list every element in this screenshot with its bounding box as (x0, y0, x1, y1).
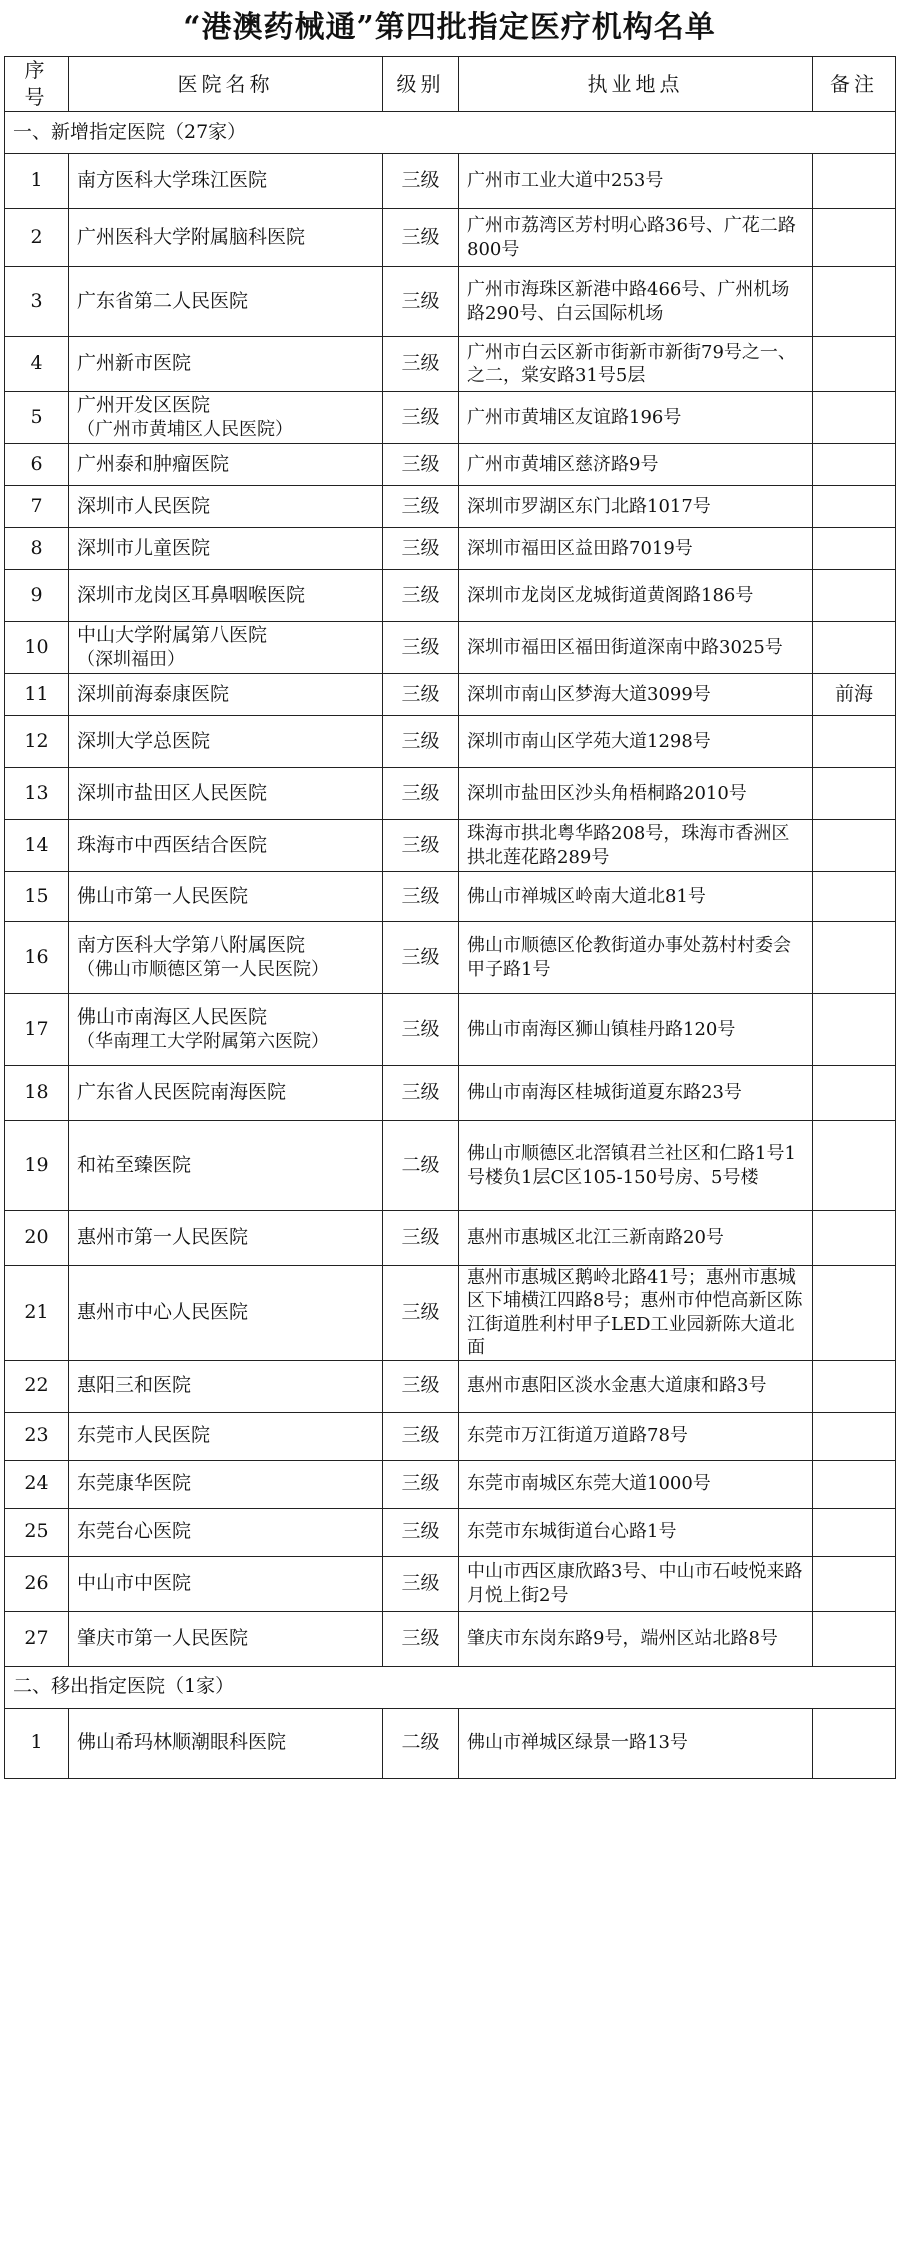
hospital-name-text: 佛山市第一人民医院 (77, 884, 249, 907)
hospital-name (69, 1066, 383, 1121)
table-row (5, 444, 896, 486)
hospital-address: 广州市荔湾区芳村明心路36号、广花二路800号 (459, 209, 813, 267)
row-note (813, 267, 896, 337)
hospital-name (69, 1508, 383, 1556)
hospital-level: 三级 (383, 674, 459, 716)
hospital-address: 惠州市惠城区鹅岭北路41号；惠州市惠城区下埔横江四路8号；惠州市仲恺高新区陈江街道胜利村甲子LED工业园新陈大道北面 (459, 1266, 813, 1361)
row-note (813, 444, 896, 486)
hospital-level: 三级 (383, 570, 459, 622)
hospital-name (69, 872, 383, 922)
row-number: 11 (5, 674, 69, 716)
hospital-level: 三级 (383, 1508, 459, 1556)
table-row (5, 1460, 896, 1508)
hospital-name-text: 东莞台心医院 (77, 1520, 192, 1543)
hospital-name-text: 深圳大学总医院 (77, 729, 211, 752)
row-note (813, 1360, 896, 1412)
hospital-name (69, 1556, 383, 1611)
hospital-name (69, 1412, 383, 1460)
hospital-name-text: 佛山希玛林顺潮眼科医院 (77, 1731, 287, 1754)
hospital-address: 东莞市东城街道台心路1号 (459, 1508, 813, 1556)
table-row (5, 820, 896, 872)
row-note (813, 337, 896, 392)
hospital-level: 三级 (383, 1211, 459, 1266)
row-note (813, 768, 896, 820)
hospital-name-text: 广州医科大学附属脑科医院 (77, 225, 306, 248)
table-row (5, 1211, 896, 1266)
header-name: 医院名称 (69, 57, 383, 112)
row-number: 1 (5, 154, 69, 209)
row-note (813, 1556, 896, 1611)
hospital-level: 三级 (383, 1611, 459, 1666)
row-note (813, 820, 896, 872)
hospital-name (69, 1460, 383, 1508)
hospital-name (69, 922, 383, 994)
header-no: 序号 (5, 57, 69, 112)
hospital-level: 三级 (383, 1266, 459, 1361)
hospital-name-text: 东莞市人民医院 (77, 1424, 211, 1447)
hospital-name (69, 1360, 383, 1412)
table-row (5, 994, 896, 1066)
hospital-alias: （佛山市顺德区第一人民医院） (77, 959, 329, 981)
hospital-name-text: 惠州市第一人民医院 (77, 1226, 249, 1249)
hospital-address: 深圳市盐田区沙头角梧桐路2010号 (459, 768, 813, 820)
hospital-name (69, 1708, 383, 1778)
table-row (5, 267, 896, 337)
table-row (5, 486, 896, 528)
row-number: 7 (5, 486, 69, 528)
hospital-level: 三级 (383, 716, 459, 768)
hospital-address: 中山市西区康欣路3号、中山市石岐悦来路月悦上街2号 (459, 1556, 813, 1611)
hospital-address: 佛山市顺德区北滘镇君兰社区和仁路1号1号楼负1层C区105-150号房、5号楼 (459, 1121, 813, 1211)
hospital-address: 深圳市南山区梦海大道3099号 (459, 674, 813, 716)
hospital-name-text: 广州开发区医院 (77, 393, 211, 416)
hospital-name (69, 486, 383, 528)
row-number: 1 (5, 1708, 69, 1778)
hospital-address: 惠州市惠城区北江三新南路20号 (459, 1211, 813, 1266)
header-row (5, 57, 896, 112)
row-number: 20 (5, 1211, 69, 1266)
hospital-name (69, 528, 383, 570)
table-row (5, 1508, 896, 1556)
table-row (5, 872, 896, 922)
row-note (813, 1266, 896, 1361)
hospital-name-text: 和祐至臻医院 (77, 1153, 192, 1176)
table-row (5, 337, 896, 392)
section-title: 一、新增指定医院（27家） (5, 112, 896, 154)
row-note (813, 154, 896, 209)
hospital-name-text: 肇庆市第一人民医院 (77, 1626, 249, 1649)
document-title: “港澳药械通”第四批指定医疗机构名单 (183, 10, 716, 45)
row-note (813, 872, 896, 922)
hospital-level: 二级 (383, 1121, 459, 1211)
row-note (813, 1066, 896, 1121)
row-note (813, 716, 896, 768)
hospital-name-text: 珠海市中西医结合医院 (77, 833, 268, 856)
row-number: 26 (5, 1556, 69, 1611)
hospital-address: 广州市白云区新市街新市新街79号之一、之二，棠安路31号5层 (459, 337, 813, 392)
hospital-address: 深圳市福田区益田路7019号 (459, 528, 813, 570)
hospital-level: 二级 (383, 1708, 459, 1778)
row-number: 21 (5, 1266, 69, 1361)
row-note (813, 1121, 896, 1211)
hospital-name-text: 深圳市人民医院 (77, 494, 211, 517)
table-row (5, 1121, 896, 1211)
hospital-name-text: 广东省人民医院南海医院 (77, 1081, 287, 1104)
hospital-address: 广州市黄埔区友谊路196号 (459, 392, 813, 444)
row-number: 5 (5, 392, 69, 444)
header-note: 备注 (813, 57, 896, 112)
hospital-name (69, 209, 383, 267)
hospital-address: 深圳市罗湖区东门北路1017号 (459, 486, 813, 528)
hospital-name (69, 1611, 383, 1666)
row-note (813, 994, 896, 1066)
hospital-name-text: 中山大学附属第八医院 (77, 623, 268, 646)
row-number: 4 (5, 337, 69, 392)
row-note (813, 1412, 896, 1460)
row-number: 6 (5, 444, 69, 486)
row-number: 17 (5, 994, 69, 1066)
hospital-level: 三级 (383, 622, 459, 674)
table-row (5, 622, 896, 674)
hospital-alias: （深圳福田） (77, 649, 185, 671)
row-note (813, 922, 896, 994)
hospital-level: 三级 (383, 1556, 459, 1611)
hospital-name (69, 154, 383, 209)
hospital-level: 三级 (383, 528, 459, 570)
table-row (5, 528, 896, 570)
hospital-name (69, 1266, 383, 1361)
row-number: 16 (5, 922, 69, 994)
row-number: 19 (5, 1121, 69, 1211)
hospital-address: 珠海市拱北粤华路208号，珠海市香洲区拱北莲花路289号 (459, 820, 813, 872)
hospital-name-text: 南方医科大学珠江医院 (77, 169, 268, 192)
row-number: 10 (5, 622, 69, 674)
section-title: 二、移出指定医院（1家） (5, 1666, 896, 1708)
hospital-level: 三级 (383, 922, 459, 994)
row-note (813, 1611, 896, 1666)
section-removed (5, 1666, 896, 1708)
hospital-name-text: 广东省第二人民医院 (77, 289, 249, 312)
hospital-name-text: 深圳市儿童医院 (77, 536, 211, 559)
hospital-level: 三级 (383, 820, 459, 872)
hospital-name-text: 深圳市盐田区人民医院 (77, 781, 268, 804)
hospital-address: 东莞市南城区东莞大道1000号 (459, 1460, 813, 1508)
hospital-level: 三级 (383, 994, 459, 1066)
row-note (813, 622, 896, 674)
hospital-address: 肇庆市东岗东路9号，端州区站北路8号 (459, 1611, 813, 1666)
row-number: 27 (5, 1611, 69, 1666)
hospital-level: 三级 (383, 1360, 459, 1412)
row-number: 25 (5, 1508, 69, 1556)
hospital-level: 三级 (383, 337, 459, 392)
row-number: 18 (5, 1066, 69, 1121)
hospital-address: 广州市工业大道中253号 (459, 154, 813, 209)
hospital-level: 三级 (383, 444, 459, 486)
hospital-address: 深圳市南山区学苑大道1298号 (459, 716, 813, 768)
hospital-level: 三级 (383, 486, 459, 528)
hospital-address: 佛山市禅城区绿景一路13号 (459, 1708, 813, 1778)
hospital-name (69, 1211, 383, 1266)
hospital-name (69, 444, 383, 486)
hospital-name-text: 中山市中医院 (77, 1571, 192, 1594)
hospital-name (69, 570, 383, 622)
table-row (5, 768, 896, 820)
table-row (5, 392, 896, 444)
hospital-name (69, 267, 383, 337)
hospital-address: 广州市海珠区新港中路466号、广州机场路290号、白云国际机场 (459, 267, 813, 337)
header-address: 执业地点 (459, 57, 813, 112)
hospital-level: 三级 (383, 392, 459, 444)
hospital-name (69, 820, 383, 872)
hospital-address: 东莞市万江街道万道路78号 (459, 1412, 813, 1460)
table-row (5, 1066, 896, 1121)
row-note (813, 1211, 896, 1266)
hospital-name (69, 716, 383, 768)
table-row (5, 674, 896, 716)
hospital-name (69, 768, 383, 820)
hospital-address: 深圳市龙岗区龙城街道黄阁路186号 (459, 570, 813, 622)
hospital-name (69, 392, 383, 444)
hospital-level: 三级 (383, 872, 459, 922)
table-row (5, 154, 896, 209)
hospital-level: 三级 (383, 768, 459, 820)
row-number: 3 (5, 267, 69, 337)
row-number: 2 (5, 209, 69, 267)
hospital-level: 三级 (383, 1066, 459, 1121)
hospital-name-text: 广州泰和肿瘤医院 (77, 452, 230, 475)
hospital-name (69, 674, 383, 716)
hospital-alias: （华南理工大学附属第六医院） (77, 1031, 329, 1053)
hospital-level: 三级 (383, 154, 459, 209)
row-note (813, 486, 896, 528)
row-note (813, 570, 896, 622)
hospital-address: 广州市黄埔区慈济路9号 (459, 444, 813, 486)
table-row (5, 716, 896, 768)
table-row (5, 570, 896, 622)
row-number: 15 (5, 872, 69, 922)
table-row (5, 1266, 896, 1361)
row-number: 14 (5, 820, 69, 872)
hospital-level: 三级 (383, 209, 459, 267)
hospital-address: 佛山市南海区桂城街道夏东路23号 (459, 1066, 813, 1121)
hospital-name-text: 深圳市龙岗区耳鼻咽喉医院 (77, 583, 306, 606)
row-note (813, 209, 896, 267)
row-note: 前海 (813, 674, 896, 716)
hospital-name-text: 广州新市医院 (77, 352, 192, 375)
hospital-name (69, 622, 383, 674)
section-added (5, 112, 896, 154)
row-number: 24 (5, 1460, 69, 1508)
hospital-level: 三级 (383, 1460, 459, 1508)
table-row (5, 209, 896, 267)
hospital-name-text: 惠州市中心人民医院 (77, 1300, 249, 1323)
row-note (813, 1708, 896, 1778)
hospital-name-text: 南方医科大学第八附属医院 (77, 933, 306, 956)
hospital-address: 佛山市禅城区岭南大道北81号 (459, 872, 813, 922)
header-level: 级别 (383, 57, 459, 112)
hospital-alias: （广州市黄埔区人民医院） (77, 419, 293, 441)
hospital-address: 深圳市福田区福田街道深南中路3025号 (459, 622, 813, 674)
hospital-address: 惠州市惠阳区淡水金惠大道康和路3号 (459, 1360, 813, 1412)
row-number: 22 (5, 1360, 69, 1412)
hospital-address: 佛山市南海区狮山镇桂丹路120号 (459, 994, 813, 1066)
hospital-name (69, 994, 383, 1066)
hospital-name-text: 东莞康华医院 (77, 1472, 192, 1495)
row-note (813, 1508, 896, 1556)
table-row (5, 1556, 896, 1611)
hospital-name (69, 337, 383, 392)
row-note (813, 528, 896, 570)
hospital-level: 三级 (383, 267, 459, 337)
hospital-address: 佛山市顺德区伦教街道办事处荔村村委会甲子路1号 (459, 922, 813, 994)
table-row (5, 1360, 896, 1412)
row-note (813, 392, 896, 444)
row-number: 12 (5, 716, 69, 768)
hospital-level: 三级 (383, 1412, 459, 1460)
table-row (5, 1708, 896, 1778)
table-row (5, 1412, 896, 1460)
table-row (5, 922, 896, 994)
row-number: 13 (5, 768, 69, 820)
hospital-name-text: 佛山市南海区人民医院 (77, 1005, 268, 1028)
row-note (813, 1460, 896, 1508)
hospital-name (69, 1121, 383, 1211)
hospital-name-text: 深圳前海泰康医院 (77, 682, 230, 705)
row-number: 23 (5, 1412, 69, 1460)
hospital-table (4, 56, 896, 1779)
row-number: 8 (5, 528, 69, 570)
hospital-name-text: 惠阳三和医院 (77, 1374, 192, 1397)
row-number: 9 (5, 570, 69, 622)
table-row (5, 1611, 896, 1666)
